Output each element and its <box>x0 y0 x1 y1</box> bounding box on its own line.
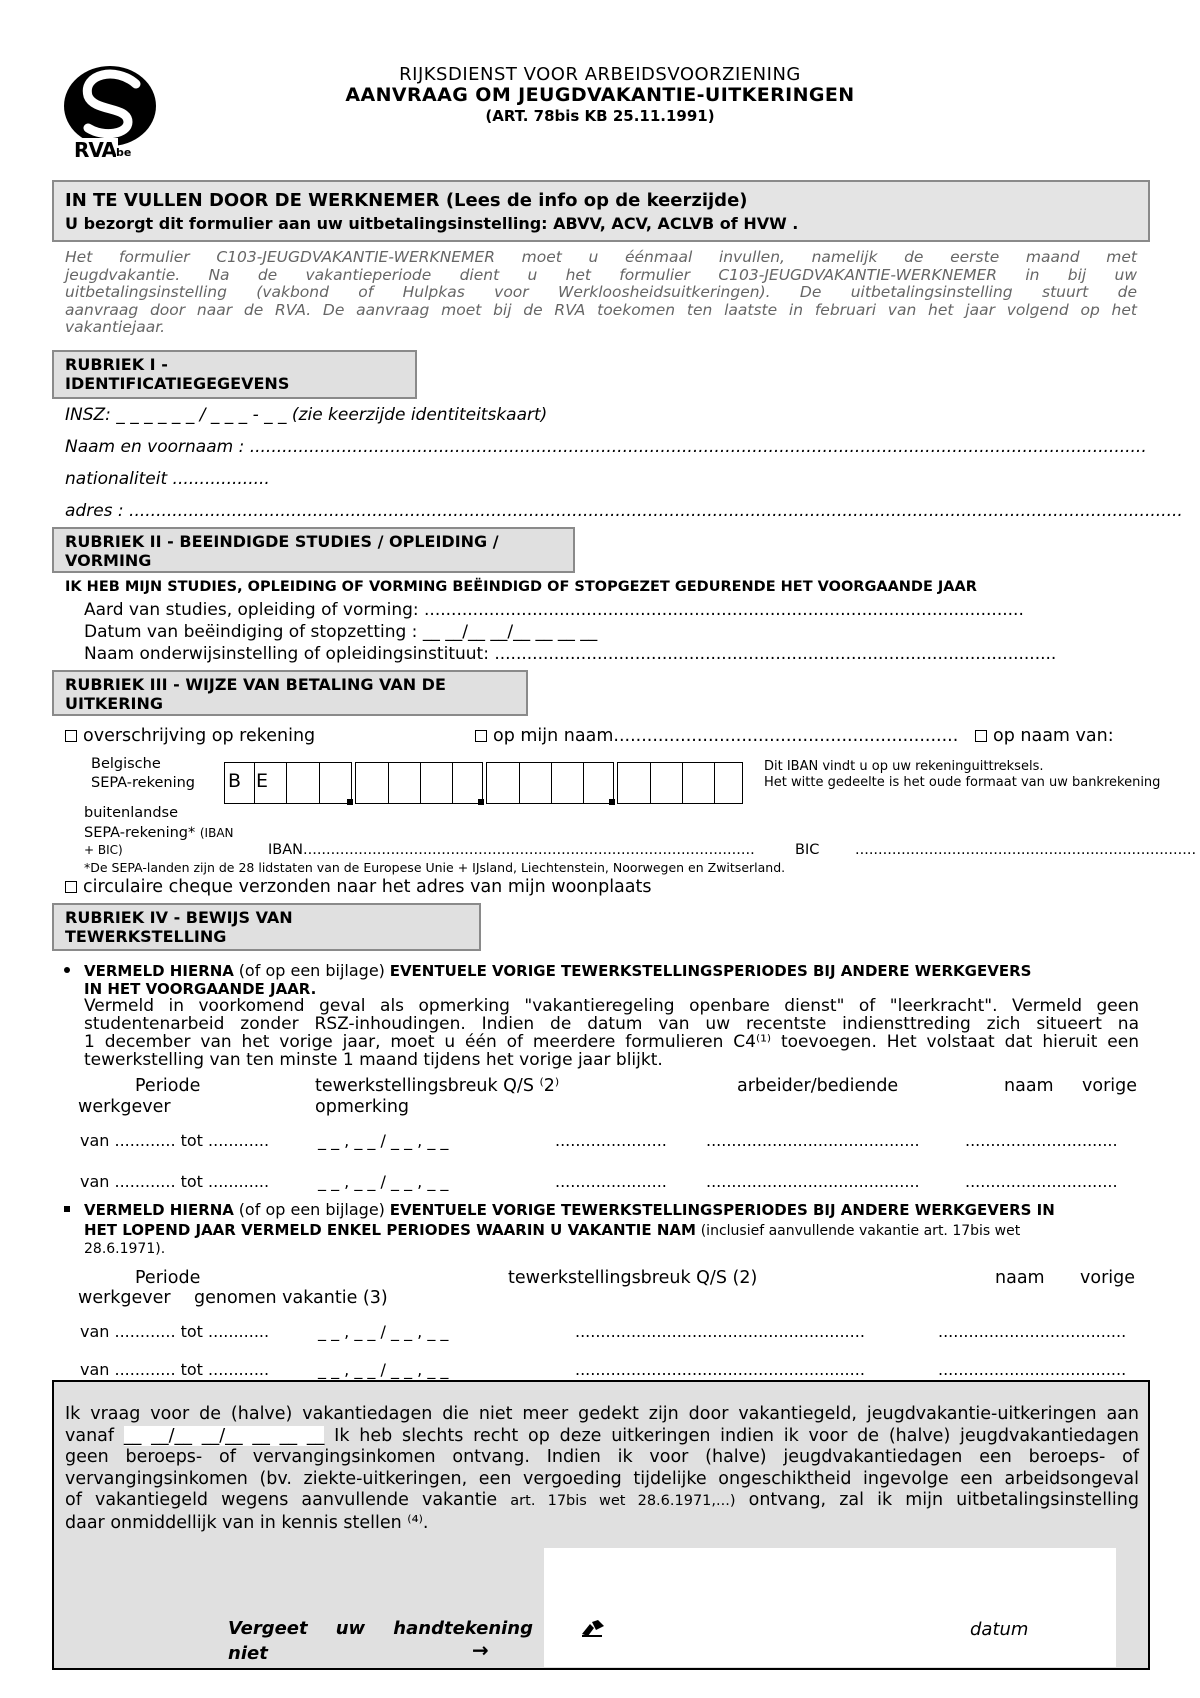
iban-cell[interactable] <box>286 763 287 803</box>
iban-cell[interactable] <box>519 763 520 803</box>
table-row[interactable] <box>0 1172 1200 1194</box>
bullet-1-text: 1 december van het vorige jaar, moet u één of meerdere formulieren C4⁽¹⁾ toevoegen. Het volstaat dat hieruit een <box>84 1032 1139 1052</box>
checkbox-icon[interactable] <box>975 730 987 742</box>
t1-opmerking-header: opmerking <box>315 1097 410 1117</box>
period-field[interactable]: van ............ tot ............ <box>80 1360 270 1379</box>
bullet-1-heading-cont: IN HET VOORGAANDE JAAR. <box>84 980 317 998</box>
signature-reminder: Vergeet uw handtekening <box>228 1618 533 1639</box>
logo-text: RVA <box>74 138 116 162</box>
iban-group-marker <box>609 799 615 805</box>
declaration-line: geen beroeps- of vervangingsinkomen ontvang. Indien ik voor (halve) jeugdvakantiedagen een beroeps- of <box>65 1447 1139 1467</box>
bullet-2-heading-cont <box>84 1221 1144 1239</box>
t1-periode-header: Periode <box>135 1076 201 1096</box>
employer-name-field[interactable]: ......................................................... <box>575 1360 865 1379</box>
t2-vorige-header: vorige <box>1080 1268 1135 1288</box>
iban-cell[interactable] <box>714 763 715 803</box>
table-row[interactable] <box>0 1131 1200 1153</box>
foreign-sepa-small: (IBAN <box>199 826 234 840</box>
period-field[interactable]: van ............ tot ............ <box>80 1322 270 1341</box>
declaration-text-part: of vakantiegeld wegens aanvullende vakantie <box>65 1490 498 1510</box>
table-row[interactable] <box>0 1360 1200 1382</box>
iban-group-marker <box>347 799 353 805</box>
bullet-1-text: tewerkstelling van ten minste 1 maand tijdens het vorige jaar blijkt. <box>84 1050 663 1070</box>
iban-cell[interactable] <box>650 763 651 803</box>
option-circular-cheque[interactable] <box>65 877 651 897</box>
fraction-field[interactable]: _ _ , _ _ / _ _ , _ _ <box>318 1322 449 1341</box>
intro-line: jeugdvakantie. Na de vakantieperiode dient u het formulier C103-JEUGDVAKANTIE-WERKNEMER in bij uw <box>65 265 1137 284</box>
t1-naam-header: naam <box>1004 1076 1054 1096</box>
t2-breuk-header: tewerkstellingsbreuk Q/S (2) <box>508 1268 758 1288</box>
t2-vakantie-header: genomen vakantie (3) <box>194 1288 388 1308</box>
option-label: circulaire cheque verzonden naar het adres van mijn woonplaats <box>83 877 652 897</box>
iban-note-1: Dit IBAN vindt u op uw rekeninguittreksels. <box>764 759 1044 774</box>
t1-breuk-header: tewerkstellingsbreuk Q/S ⁽2⁾ <box>315 1076 560 1096</box>
t1-werkgever-header: werkgever <box>78 1097 171 1117</box>
option-label: op mijn naam.............................................................. <box>493 726 959 746</box>
option-label: op naam van: <box>993 726 1114 746</box>
form-title: AANVRAAG OM JEUGDVAKANTIE-UITKERINGEN <box>345 84 855 106</box>
declaration-line <box>65 1490 1139 1513</box>
rubriek-4-title-line: RUBRIEK IV - BEWIJS VAN <box>65 908 293 927</box>
bullet-1-paragraph <box>84 997 1139 1069</box>
signature-area[interactable] <box>544 1548 1116 1667</box>
iban-country-letter: E <box>256 770 269 792</box>
option-own-name[interactable] <box>475 726 958 746</box>
worker-type-field[interactable]: ...................... <box>555 1172 667 1191</box>
rubriek-2-title-line: RUBRIEK II - BEEINDIGDE STUDIES / OPLEIDING / <box>65 532 499 551</box>
intro-line: aanvraag door naar de RVA. De aanvraag moet bij de RVA toekomen ten laatste in februari van het jaar volgend op het <box>65 300 1137 319</box>
arrow-icon: → <box>472 1638 489 1662</box>
rubriek-1-title-line: IDENTIFICATIEGEGEVENS <box>65 374 290 393</box>
rubriek-3-title <box>52 670 528 716</box>
bullet-1-bold: EVENTUELE VORIGE TEWERKSTELLINGSPERIODES BIJ ANDERE WERKGEVERS <box>389 962 1032 980</box>
name-field[interactable]: Naam en voornaam : ...................................................................................................................................................................... <box>65 437 1147 457</box>
declaration-text-part: ontvang, zal ik mijn uitbetalingsinstelling <box>748 1490 1139 1510</box>
declaration-line: daar onmiddellijk van in kennis stellen ⁽⁴⁾. <box>65 1512 429 1533</box>
iban-cell[interactable] <box>254 763 255 803</box>
rubriek-1-title <box>52 350 417 399</box>
iban-cell[interactable] <box>420 763 421 803</box>
iban-box-group[interactable] <box>355 762 483 804</box>
period-field[interactable]: van ............ tot ............ <box>80 1131 270 1150</box>
bullet-1-normal: (of op een bijlage) <box>238 961 385 980</box>
worker-box-line2: U bezorgt dit formulier aan uw uitbetalingsinstelling: ABVV, ACV, ACLVB of HVW . <box>65 214 799 233</box>
declaration-text-part: vanaf <box>65 1425 115 1446</box>
date-label: datum <box>970 1619 1029 1640</box>
rubriek-1-title-line: RUBRIEK I - <box>65 355 168 374</box>
studies-type-field[interactable]: Aard van studies, opleiding of vorming: ............................................................................................................... <box>84 600 1024 620</box>
declaration-text-part: art. 17bis wet 28.6.1971,...) <box>510 1493 736 1509</box>
intro-line: Het formulier C103-JEUGDVAKANTIE-WERKNEMER moet u éénmaal invullen, namelijk de eerste maand met <box>65 248 1137 266</box>
iban-cell[interactable] <box>682 763 683 803</box>
declaration-line: Ik vraag voor de (halve) vakantiedagen die niet meer gedekt zijn door vakantiegeld, jeugdvakantie-uitkeringen aan <box>65 1404 1139 1424</box>
checkbox-icon[interactable] <box>65 881 77 893</box>
intro-line: uitbetalingsinstelling (vakbond of Hulpkas voor Werkloosheidsuitkeringen). De uitbetalingsinstelling stuurt de <box>65 283 1137 301</box>
bullet-2-normal: (of op een bijlage) <box>238 1200 385 1219</box>
option-transfer-account[interactable] <box>65 726 315 746</box>
period-field[interactable]: van ............ tot ............ <box>80 1172 270 1191</box>
rubriek-4-title <box>52 903 481 951</box>
rubriek-2-title <box>52 527 575 573</box>
iban-cell[interactable] <box>452 763 453 803</box>
vacation-taken-field[interactable]: ..................................... <box>938 1360 1127 1379</box>
employer-name-field[interactable]: .......................................... <box>706 1172 920 1191</box>
studies-end-date-field[interactable]: Datum van beëindiging of stopzetting : __ __/__ __/__ __ __ __ <box>84 622 598 642</box>
bullet-1-bold: VERMELD HIERNA <box>84 962 234 980</box>
worker-box-line1: IN TE VULLEN DOOR DE WERKNEMER (Lees de info op de keerzijde) <box>65 190 748 211</box>
logo-suffix: be <box>116 146 132 159</box>
pen-icon <box>580 1618 606 1638</box>
worker-type-field[interactable]: ...................... <box>555 1131 667 1150</box>
bullet-2-bold: EVENTUELE VORIGE TEWERKSTELLINGSPERIODES BIJ ANDERE WERKGEVERS IN <box>389 1201 1055 1219</box>
bullet-2-heading <box>84 1200 1144 1219</box>
table-row[interactable] <box>0 1322 1200 1344</box>
bullet-2-heading-end: 28.6.1971). <box>84 1241 166 1257</box>
bullet-1-heading <box>84 961 1144 980</box>
option-label: overschrijving op rekening <box>83 726 316 746</box>
sepa-footnote: *De SEPA-landen zijn de 28 lidstaten van de Europese Unie + IJsland, Liechtenstein, Noorwegen en Zwitserland. <box>84 860 786 875</box>
foreign-sepa-label <box>84 825 234 841</box>
iban-bic-small: + BIC) <box>84 843 123 857</box>
iban-box-group[interactable] <box>486 762 614 804</box>
foreign-sepa-text: SEPA-rekening* <box>84 825 196 841</box>
nationality-field[interactable]: nationaliteit .................. <box>65 469 270 489</box>
t1-arbeider-header: arbeider/bediende <box>737 1076 899 1096</box>
iban-box-prefix[interactable] <box>224 762 352 804</box>
vacation-taken-field[interactable]: ..................................... <box>938 1322 1127 1341</box>
bullet-2-normal: (inclusief aanvullende vakantie art. 17bis wet <box>700 1223 1021 1239</box>
t1-vorige-header: vorige <box>1082 1076 1137 1096</box>
iban-country-letter: B <box>228 770 242 792</box>
iban-cell[interactable] <box>583 763 584 803</box>
iban-box-group[interactable] <box>617 762 743 804</box>
iban-note-2: Het witte gedeelte is het oude formaat van uw bankrekening <box>764 775 1161 790</box>
remark-field[interactable]: .............................. <box>965 1131 1118 1150</box>
declaration-line <box>65 1426 1139 1448</box>
bullet-2-bold: VERMELD HIERNA <box>84 1201 234 1219</box>
bullet-1-text: studentenarbeid zonder RSZ-inhoudingen. Indien de datum van uw recentste indiensttreding zich situeert na <box>84 1014 1139 1034</box>
declaration-text-part: Ik heb slechts recht op deze uitkeringen indien ik voor de (halve) jeugdvakantiedagen <box>334 1425 1139 1446</box>
belgian-label: Belgische <box>91 756 161 772</box>
t2-naam-header: naam <box>995 1268 1045 1288</box>
signature-reminder-cont: niet <box>228 1643 268 1664</box>
bullet-icon <box>64 1206 70 1212</box>
insz-field[interactable]: INSZ: _ _ _ _ _ _ / _ _ _ - _ _ (zie keerzijde identiteitskaart) <box>65 405 548 425</box>
studies-heading: IK HEB MIJN STUDIES, OPLEIDING OF VORMING BEËINDIGD OF STOPGEZET GEDURENDE HET VOORGAANDE JAAR <box>65 579 977 595</box>
fraction-field[interactable]: _ _ , _ _ / _ _ , _ _ <box>318 1360 449 1379</box>
rubriek-3-title-line: RUBRIEK III - WIJZE VAN BETALING VAN DE <box>65 675 446 694</box>
foreign-label: buitenlandse <box>84 805 179 821</box>
t2-periode-header: Periode <box>135 1268 201 1288</box>
rubriek-3-title-line: UITKERING <box>65 694 163 713</box>
agency-name: RIJKSDIENST VOOR ARBEIDSVOORZIENING <box>399 64 801 85</box>
institution-name-field[interactable]: Naam onderwijsinstelling of opleidingsinstituut: ........................................................................................................ <box>84 644 1057 664</box>
t2-werkgever-header: werkgever <box>78 1288 171 1308</box>
iban-cell[interactable] <box>551 763 552 803</box>
checkbox-icon[interactable] <box>475 730 487 742</box>
fraction-field[interactable]: _ _ , _ _ / _ _ , _ _ <box>318 1131 449 1150</box>
checkbox-icon[interactable] <box>65 730 77 742</box>
employer-name-field[interactable]: ......................................................... <box>575 1322 865 1341</box>
bullet-icon <box>64 967 70 973</box>
intro-line: vakantiejaar. <box>65 318 166 336</box>
rubriek-2-title-line: VORMING <box>65 551 152 570</box>
option-other-name[interactable] <box>975 726 1114 746</box>
employer-name-field[interactable]: .......................................... <box>706 1131 920 1150</box>
foreign-iban-field[interactable]: IBAN.................................................................................................. <box>268 842 755 858</box>
address-field[interactable]: adres : ................................................................................................................................................................................................... <box>65 501 1183 521</box>
fraction-field[interactable]: _ _ , _ _ / _ _ , _ _ <box>318 1172 449 1191</box>
iban-cell[interactable] <box>319 763 320 803</box>
bullet-2-bold: HET LOPEND JAAR VERMELD ENKEL PERIODES WAARIN U VAKANTIE NAM <box>84 1221 696 1239</box>
declaration-text <box>65 1404 1139 1534</box>
iban-cell[interactable] <box>388 763 389 803</box>
iban-group-marker <box>478 799 484 805</box>
intro-paragraph <box>65 249 1137 337</box>
start-date-field[interactable]: __ __/__ __/__ __ __ __ <box>123 1425 325 1446</box>
bic-label: BIC <box>795 842 820 858</box>
form-article: (ART. 78bis KB 25.11.1991) <box>485 107 715 125</box>
declaration-line: vervangingsinkomen (bv. ziekte-uitkeringen, een vergoeding tijdelijke ongeschiktheid ingevolge een arbeidsongeval <box>65 1468 1139 1489</box>
bullet-1-text: Vermeld in voorkomend geval als opmerking "vakantieregeling openbare dienst" of "leerkracht". Vermeld geen <box>84 996 1139 1016</box>
sepa-account-label: SEPA-rekening <box>91 775 195 791</box>
remark-field[interactable]: .............................. <box>965 1172 1118 1191</box>
rubriek-4-title-line: TEWERKSTELLING <box>65 927 227 946</box>
bic-field[interactable]: .......................................................................... <box>855 842 1197 858</box>
